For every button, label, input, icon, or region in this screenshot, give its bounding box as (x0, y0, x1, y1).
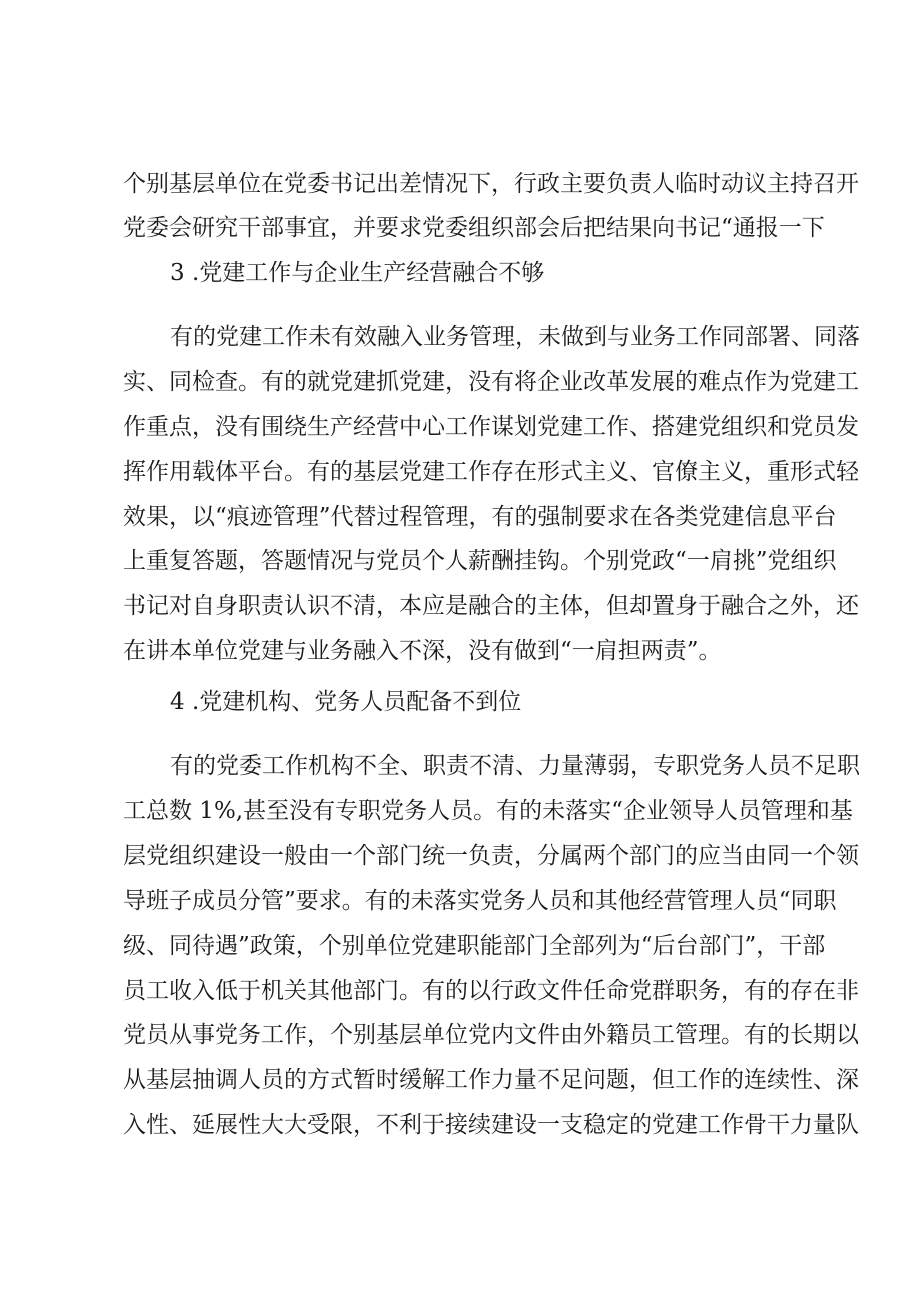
section-4-heading: 4 .党建机构、党务人员配备不到位 (170, 689, 522, 715)
paragraph-line: 作重点，没有围绕生产经营中心工作谋划党建工作、搭建党组织和党员发 (123, 414, 859, 440)
paragraph-line: 党员从事党务工作，个别基层单位党内文件由外籍员工管理。有的长期以 (123, 1022, 859, 1048)
paragraph-line: 有的党建工作未有效融入业务管理，未做到与业务工作同部署、同落 (170, 324, 860, 350)
paragraph-line: 挥作用载体平台。有的基层党建工作存在形式主义、官僚主义，重形式轻 (123, 459, 859, 485)
section-3-heading: 3 .党建工作与企业生产经营融合不够 (170, 260, 545, 286)
paragraph-line: 有的党委工作机构不全、职责不清、力量薄弱，专职党务人员不足职 (170, 753, 860, 779)
paragraph-line: 党委会研究干部事宜，并要求党委组织部会后把结果向书记“通报一下 (123, 215, 825, 241)
paragraph-line: 层党组织建设一般由一个部门统一负责，分属两个部门的应当由同一个领 (123, 843, 859, 869)
paragraph-line: 入性、延展性大大受限，不利于接续建设一支稳定的党建工作骨干力量队 (123, 1112, 859, 1138)
paragraph-line: 级、同待遇”政策，个别单位党建职能部门全部列为“后台部门”，干部 (123, 933, 826, 959)
paragraph-line: 上重复答题，答题情况与党员个人薪酬挂钩。个别党政“一肩挑”党组织 (123, 548, 837, 574)
paragraph-line: 个别基层单位在党委书记出差情况下，行政主要负责人临时动议主持召开 (123, 171, 859, 197)
paragraph-line: 从基层抽调人员的方式暂时缓解工作力量不足问题，但工作的连续性、深 (123, 1067, 859, 1093)
paragraph-line: 工总数 1%,甚至没有专职党务人员。有的未落实“企业领导人员管理和基 (123, 798, 853, 824)
paragraph-line: 在讲本单位党建与业务融入不深，没有做到“一肩担两责”。 (123, 638, 722, 664)
paragraph-line: 效果，以“痕迹管理”代替过程管理，有的强制要求在各类党建信息平台 (123, 504, 837, 530)
paragraph-line: 员工收入低于机关其他部门。有的以行政文件任命党群职务，有的存在非 (123, 978, 859, 1004)
paragraph-line: 书记对自身职责认识不清，本应是融合的主体，但却置身于融合之外，还 (123, 593, 859, 619)
paragraph-line: 实、同检查。有的就党建抓党建，没有将企业改革发展的难点作为党建工 (123, 369, 859, 395)
paragraph-line: 导班子成员分管”要求。有的未落实党务人员和其他经营管理人员“同职 (123, 888, 837, 914)
